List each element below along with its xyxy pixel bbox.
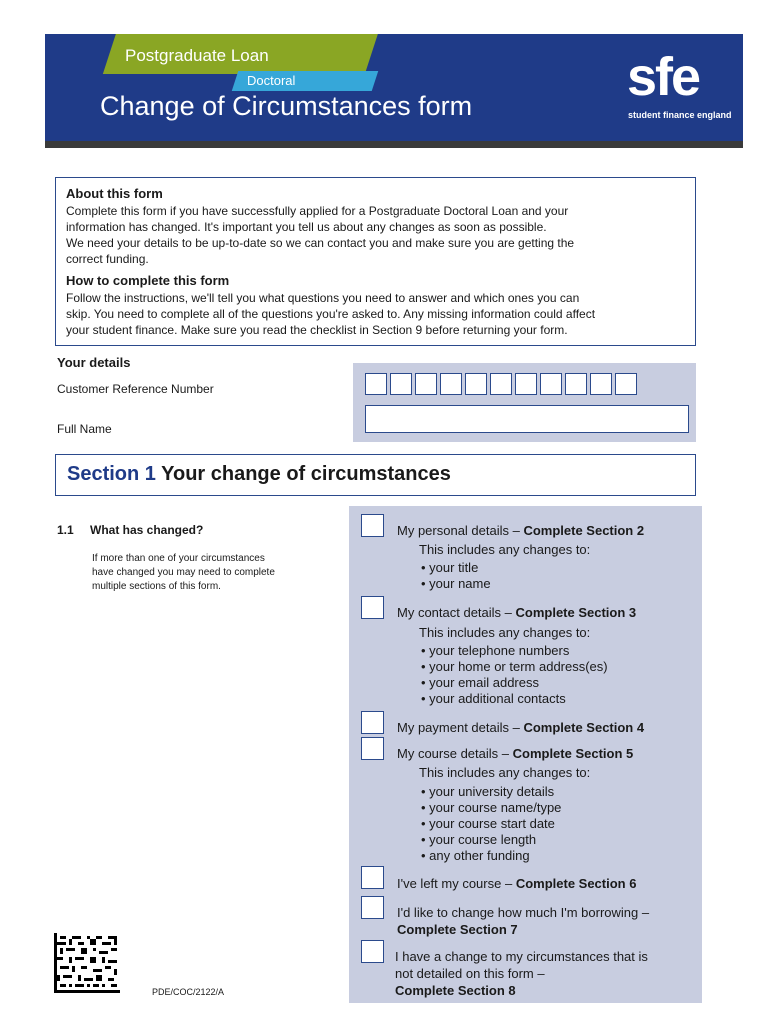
includes-text: This includes any changes to: (419, 542, 591, 557)
crn-digit-box[interactable] (615, 373, 637, 395)
crn-digit-box[interactable] (490, 373, 512, 395)
datamatrix-code (54, 932, 120, 994)
left-course-checkbox[interactable] (361, 866, 384, 889)
personal-bullets: • your title • your name (421, 560, 491, 591)
how-to-heading: How to complete this form (66, 273, 230, 288)
course-bullets: • your university details • your course name/type • your course start date • your course length • any other funding (421, 784, 562, 863)
other-change-checkbox[interactable] (361, 940, 384, 963)
header-banner (45, 34, 743, 146)
crn-digit-box[interactable] (590, 373, 612, 395)
sfe-logo: sfe (627, 47, 700, 107)
how-to-line: your student finance. Make sure you read the checklist in Section 9 before returning your form. (66, 323, 568, 337)
includes-text: This includes any changes to: (419, 765, 591, 780)
crn-digit-box[interactable] (465, 373, 487, 395)
crn-digit-box[interactable] (540, 373, 562, 395)
course-details-checkbox[interactable] (361, 737, 384, 760)
help-line: If more than one of your circumstances (92, 553, 265, 564)
other-change-label: I have a change to my circumstances that is not detailed on this form – Complete Section 8 (395, 949, 648, 998)
banner-bottom-strip (45, 141, 743, 148)
loan-subtype-label: Doctoral (247, 73, 296, 88)
course-details-label: My course details – Complete Section 5 (397, 746, 634, 761)
left-course-label: I've left my course – Complete Section 6 (397, 876, 637, 891)
crn-digit-box[interactable] (440, 373, 462, 395)
about-line: We need your details to be up-to-date so we can contact you and make sure you are getting the (66, 236, 575, 250)
sfe-logo-subtitle: student finance england (628, 110, 732, 120)
crn-digit-box[interactable] (415, 373, 437, 395)
loan-type-label: Postgraduate Loan (125, 46, 269, 65)
payment-details-label: My payment details – Complete Section 4 (397, 720, 645, 735)
includes-text: This includes any changes to: (419, 625, 591, 640)
how-to-line: skip. You need to complete all of the questions you're asked to. Any missing information could affect (66, 307, 596, 321)
crn-label: Customer Reference Number (57, 382, 214, 396)
change-borrowing-checkbox[interactable] (361, 896, 384, 919)
section-title: Your change of circumstances (161, 463, 451, 485)
question-title: What has changed? (90, 523, 204, 537)
question-help-text (92, 552, 332, 594)
about-line: Complete this form if you have successfully applied for a Postgraduate Doctoral Loan and your (66, 204, 569, 218)
contact-details-label: My contact details – Complete Section 3 (397, 605, 637, 620)
help-line: have changed you may need to complete (92, 567, 275, 578)
form-title: Change of Circumstances form (100, 91, 473, 121)
contact-bullets: • your telephone numbers • your home or term address(es) • your email address • your additional contacts (421, 643, 608, 706)
personal-details-label: My personal details – Complete Section 2 (397, 523, 645, 538)
about-this-form-box (55, 177, 696, 346)
help-line: multiple sections of this form. (92, 581, 221, 592)
about-line: correct funding. (66, 252, 149, 266)
crn-input-group (365, 373, 637, 395)
options-panel (349, 506, 702, 1003)
your-details-title: Your details (57, 355, 131, 370)
crn-digit-box[interactable] (390, 373, 412, 395)
crn-digit-box[interactable] (565, 373, 587, 395)
your-details-panel (353, 363, 696, 442)
about-line: information has changed. It's important you tell us about any changes as soon as possible. (66, 220, 547, 234)
full-name-label: Full Name (57, 422, 112, 436)
section-number: Section 1 (67, 463, 156, 485)
crn-digit-box[interactable] (515, 373, 537, 395)
contact-details-checkbox[interactable] (361, 596, 384, 619)
payment-details-checkbox[interactable] (361, 711, 384, 734)
about-heading: About this form (66, 186, 163, 201)
crn-digit-box[interactable] (365, 373, 387, 395)
how-to-line: Follow the instructions, we'll tell you what questions you need to answer and which ones you can (66, 291, 580, 305)
form-reference-code: PDE/COC/2122/A (152, 987, 225, 997)
personal-details-checkbox[interactable] (361, 514, 384, 537)
change-borrowing-label: I'd like to change how much I'm borrowing – Complete Section 7 (397, 905, 650, 937)
full-name-field[interactable] (365, 405, 689, 433)
question-number: 1.1 (57, 523, 74, 537)
section-1-header (55, 454, 696, 496)
